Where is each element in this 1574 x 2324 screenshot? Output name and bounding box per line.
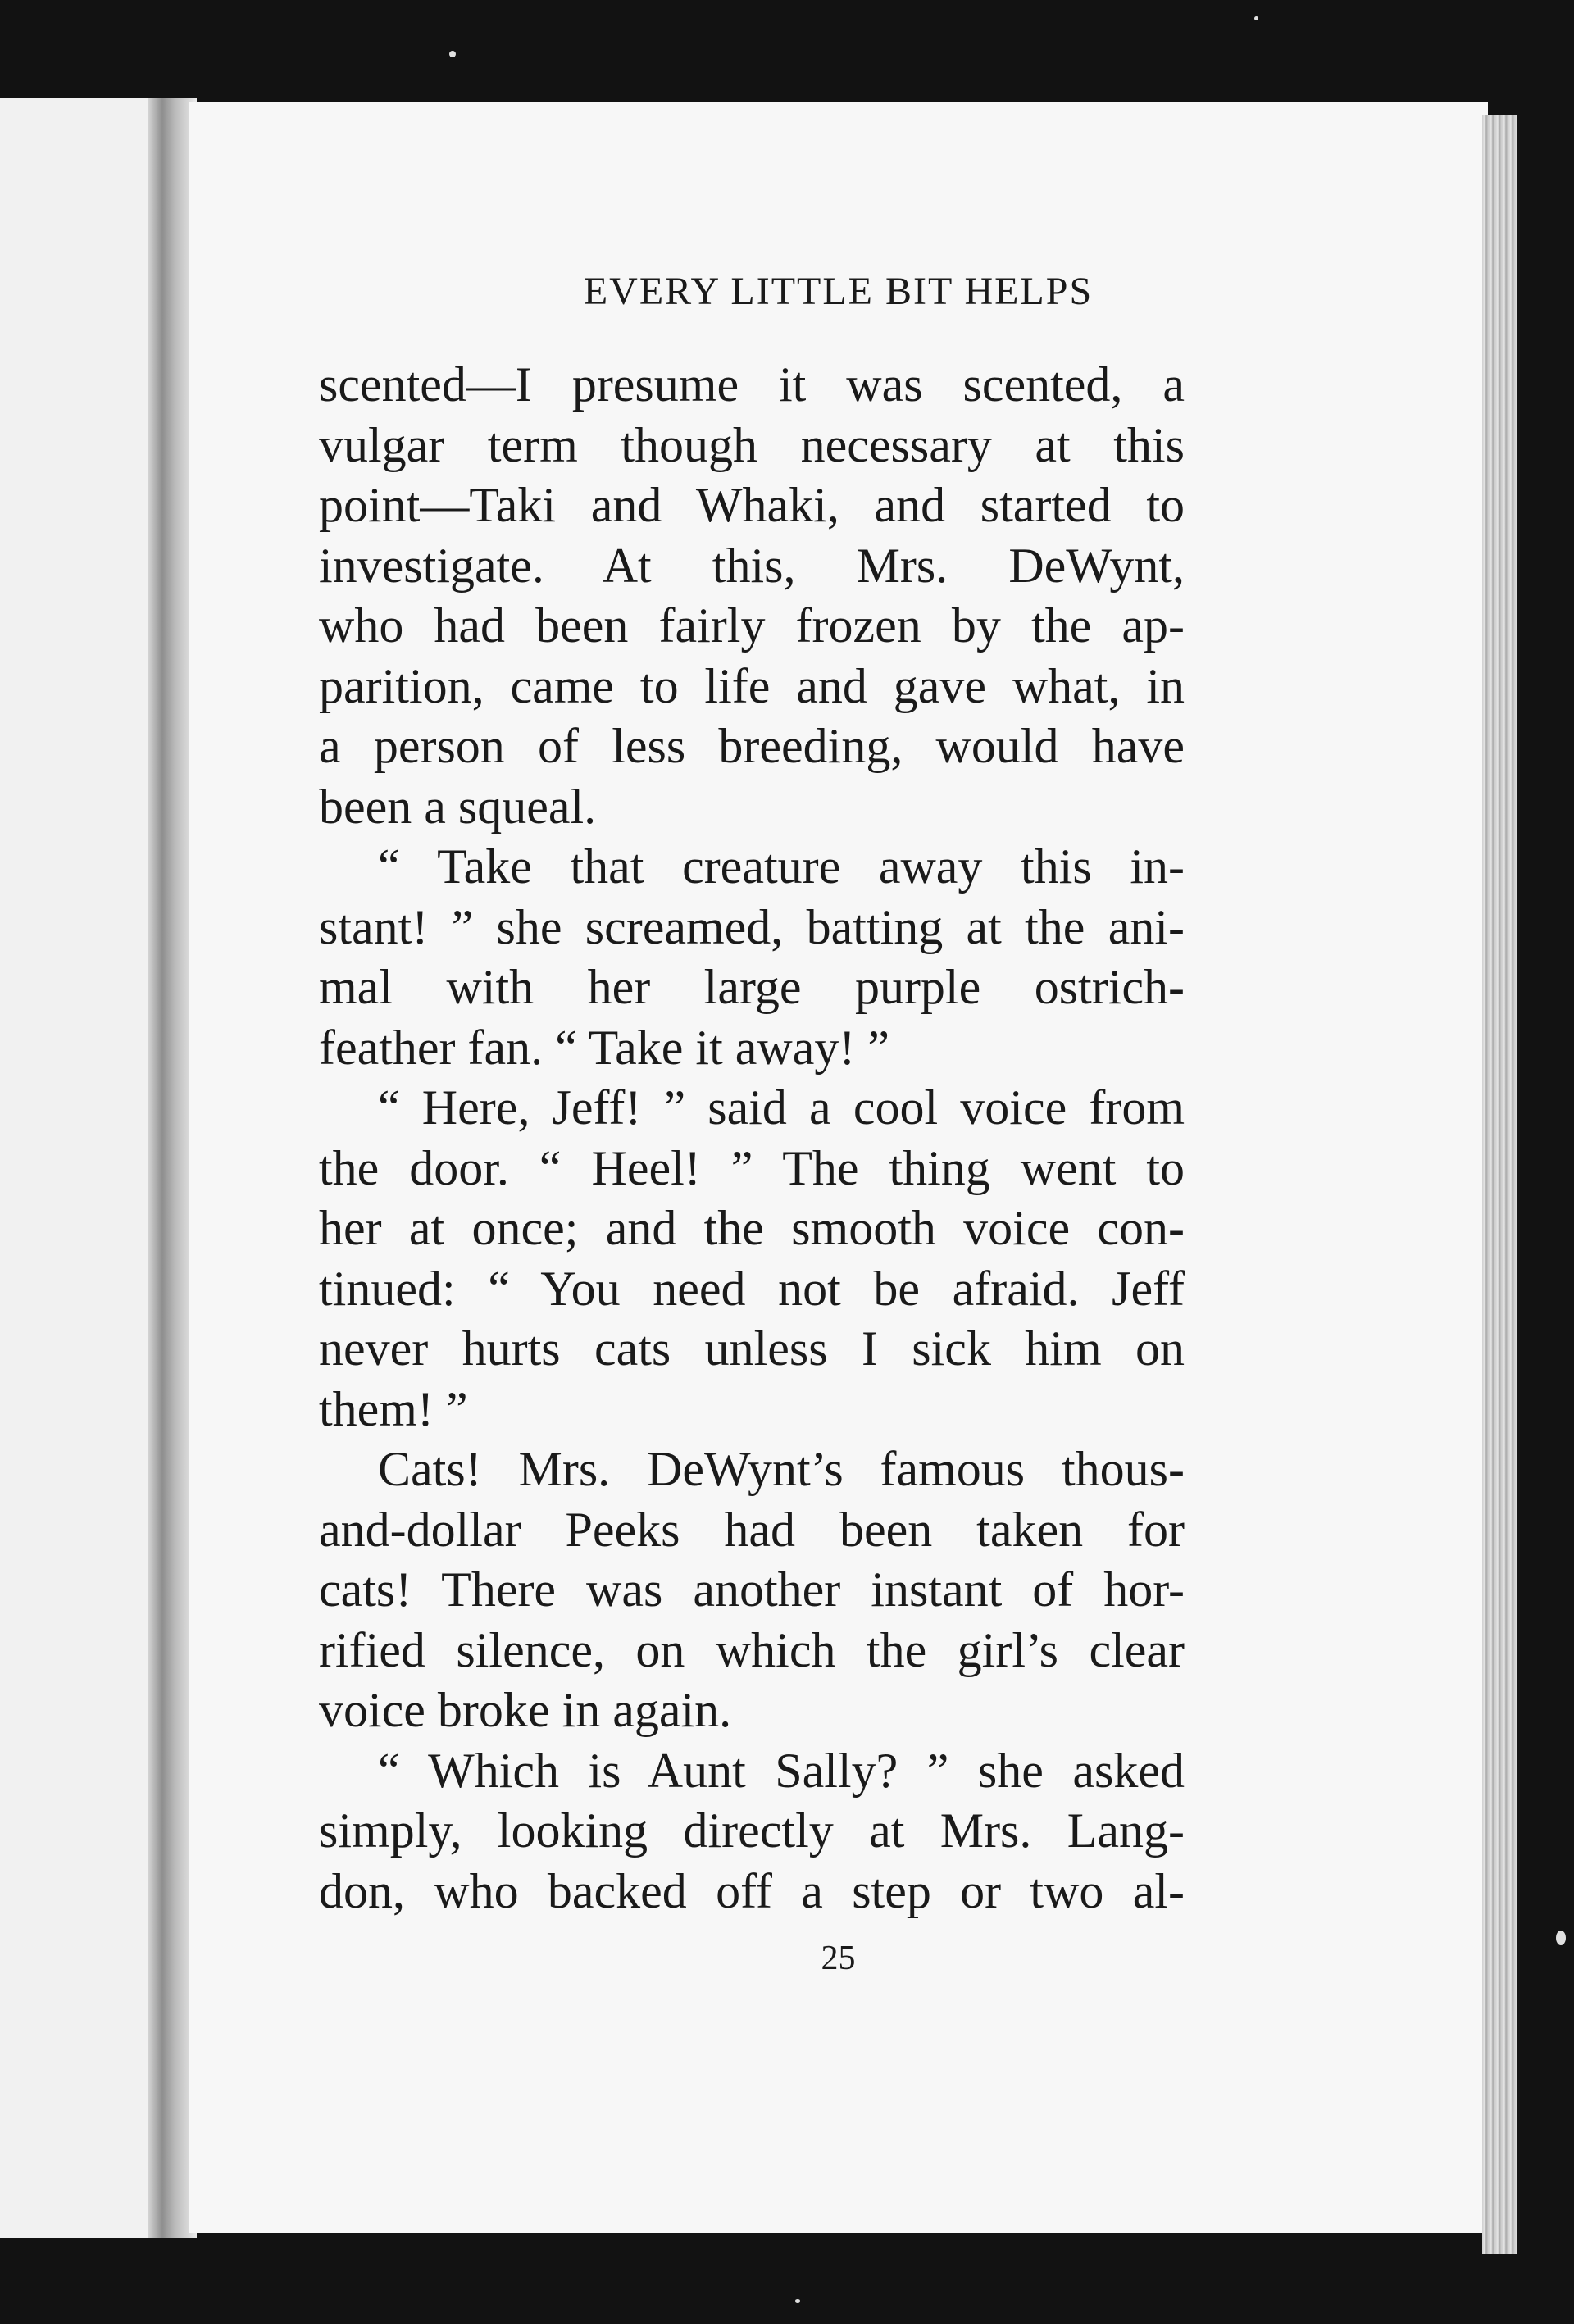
- text-line: vulgar term though necessary at this: [319, 417, 1185, 472]
- text-line: tinued: “ You need not be afraid. Jeff: [319, 1261, 1185, 1316]
- page-stack-edge: [1482, 115, 1517, 2254]
- running-head: EVERY LITTLE BIT HELPS: [583, 270, 1094, 313]
- text-line: parition, came to life and gave what, in: [319, 658, 1185, 713]
- text-line: voice broke in again.: [319, 1683, 732, 1737]
- dust-speck: [1254, 16, 1258, 20]
- text-line: them! ”: [319, 1381, 468, 1436]
- text-line: simply, looking directly at Mrs. Lang-: [319, 1803, 1185, 1858]
- text-line: the door. “ Heel! ” The thing went to: [319, 1140, 1185, 1195]
- text-line: a person of less breeding, would have: [319, 719, 1185, 773]
- text-line: feather fan. “ Take it away! ”: [319, 1020, 889, 1075]
- text-line: stant! ” she screamed, batting at the ani-: [319, 899, 1185, 954]
- text-line: never hurts cats unless I sick him on: [319, 1321, 1185, 1376]
- facing-page-edge: [0, 98, 156, 2238]
- text-line: cats! There was another instant of hor-: [319, 1562, 1185, 1617]
- page-number: 25: [821, 1940, 856, 1977]
- text-line: don, who backed off a step or two al-: [319, 1863, 1185, 1918]
- dust-speck: [1556, 1931, 1566, 1945]
- page-body-text: [319, 355, 1185, 1922]
- text-line: her at once; and the smooth voice con-: [319, 1201, 1185, 1255]
- dust-speck: [795, 2299, 800, 2303]
- text-line: rified silence, on which the girl’s clear: [319, 1622, 1185, 1677]
- text-line: and-dollar Peeks had been taken for: [319, 1502, 1185, 1557]
- text-line: mal with her large purple ostrich-: [319, 960, 1185, 1014]
- text-line: “ Here, Jeff! ” said a cool voice from: [378, 1080, 1185, 1135]
- text-line: “ Which is Aunt Sally? ” she asked: [378, 1743, 1185, 1798]
- dust-speck: [449, 51, 456, 57]
- text-line: scented—I presume it was scented, a: [319, 357, 1185, 412]
- text-line: “ Take that creature away this in-: [378, 839, 1185, 894]
- text-line: investigate. At this, Mrs. DeWynt,: [319, 538, 1185, 593]
- text-line: been a squeal.: [319, 779, 597, 834]
- text-line: Cats! Mrs. DeWynt’s famous thous-: [378, 1442, 1185, 1496]
- text-line: who had been fairly frozen by the ap-: [319, 598, 1185, 653]
- text-line: point—Taki and Whaki, and started to: [319, 478, 1185, 532]
